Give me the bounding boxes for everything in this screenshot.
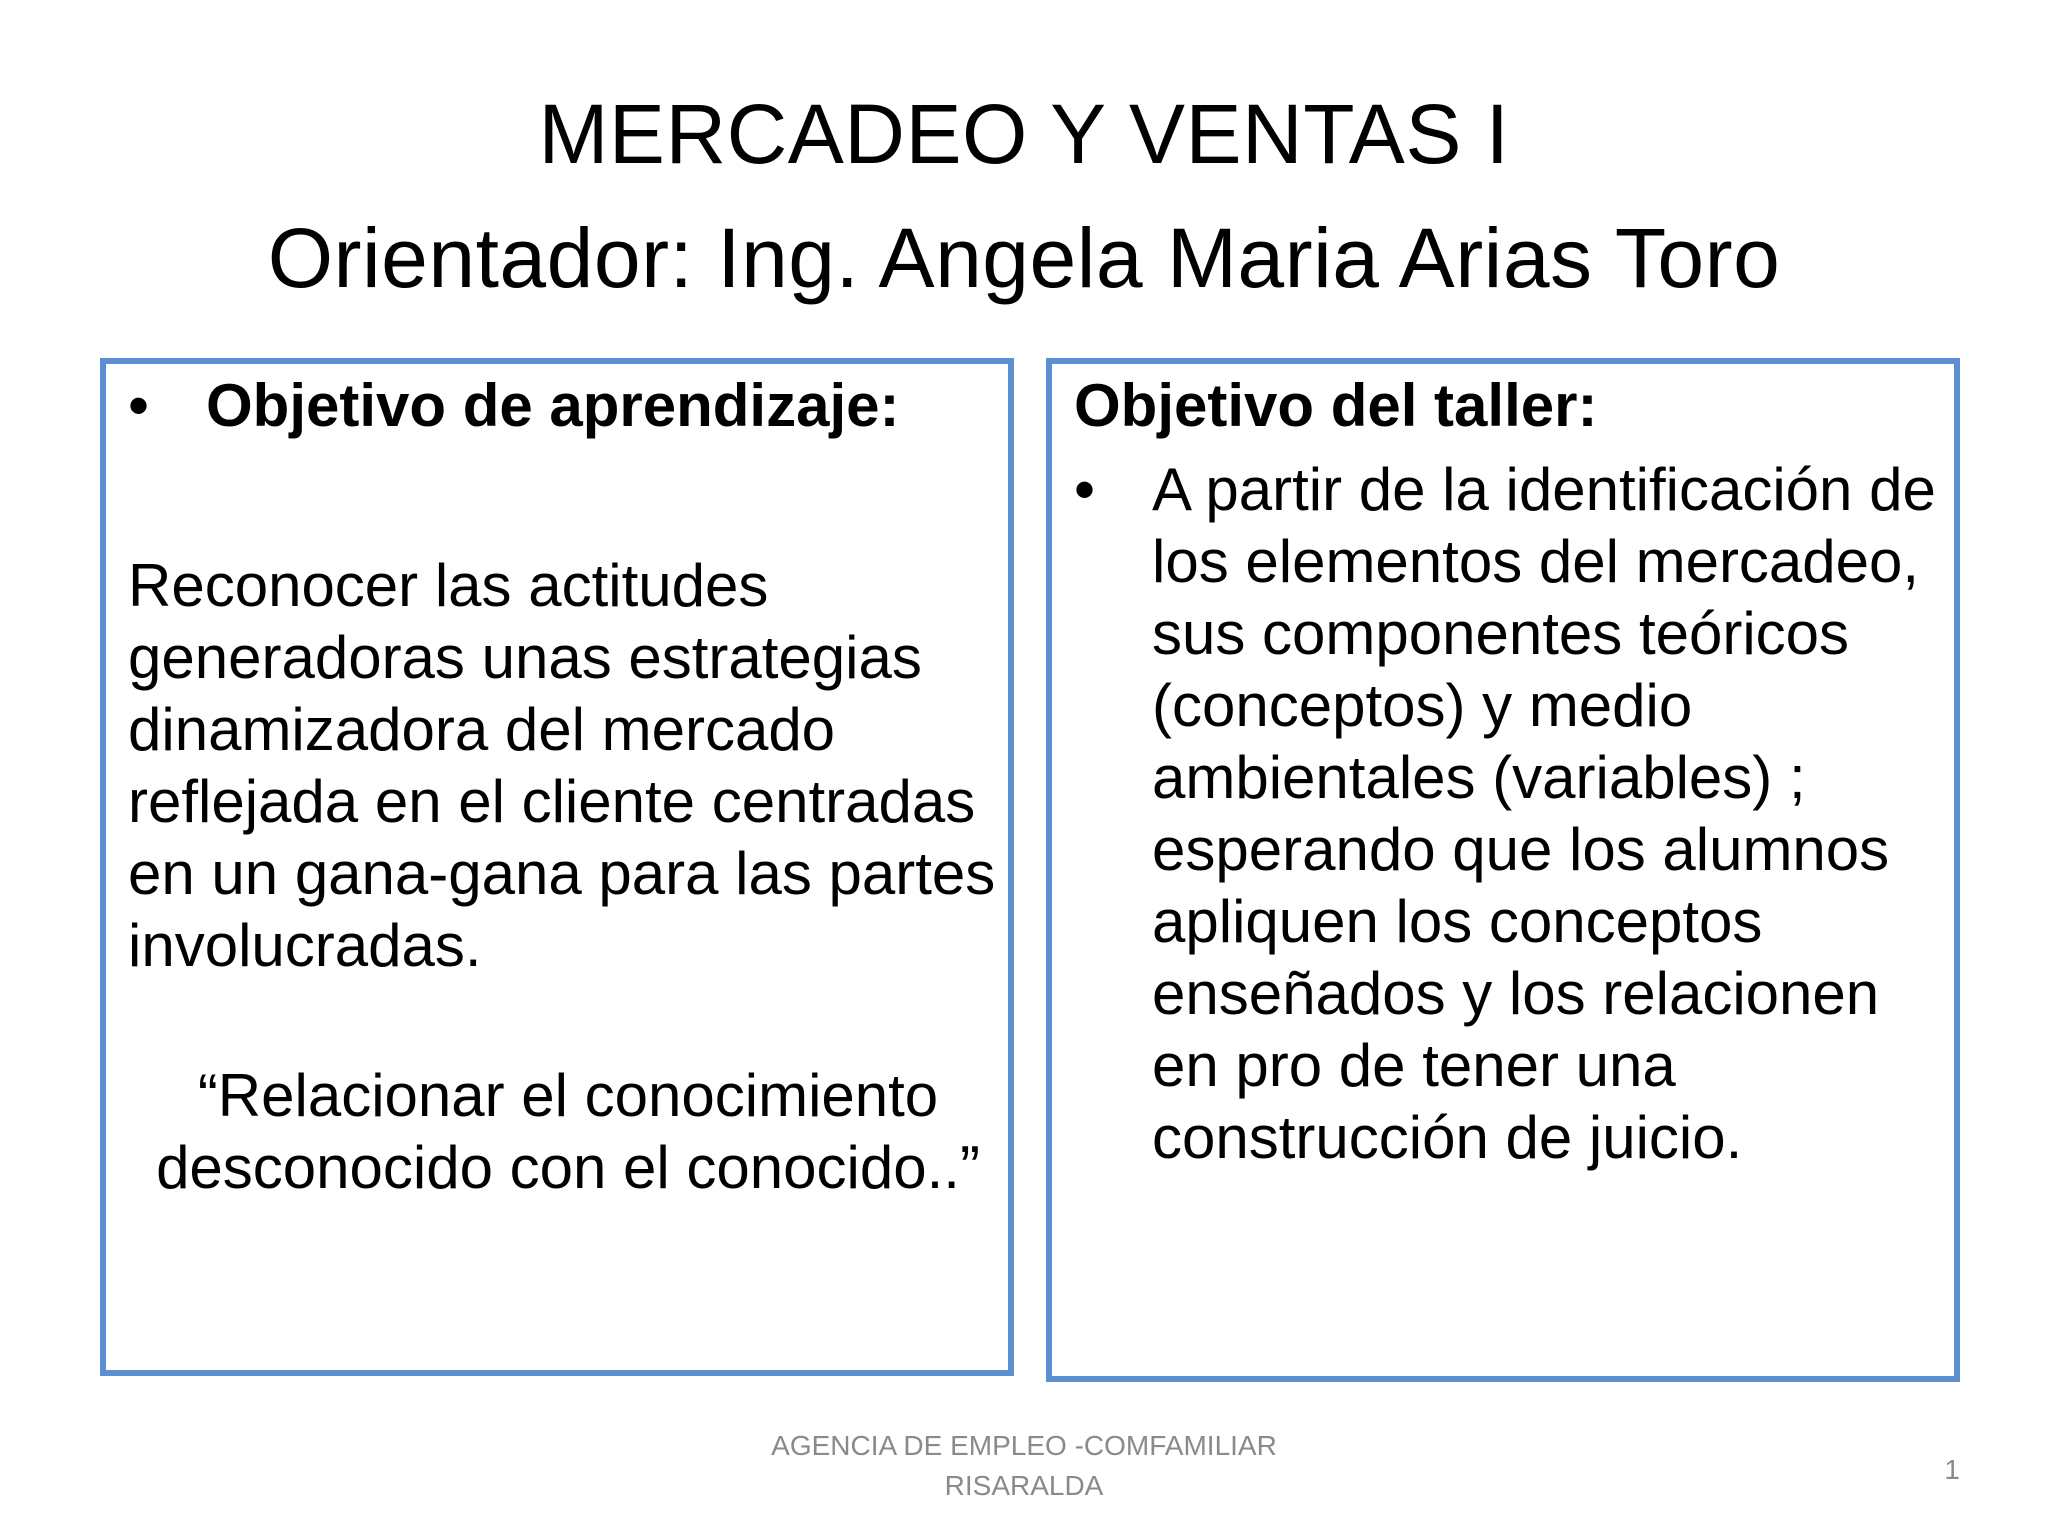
workshop-objective-heading: Objetivo del taller:	[1074, 372, 1598, 439]
footer	[724, 1426, 1324, 1506]
title-line-1: MERCADEO Y VENTAS I	[538, 87, 1510, 181]
learning-objective-box	[100, 358, 1014, 1376]
learning-objective-quote: “Relacionar el conocimiento desconocido con el conocido..”	[156, 1062, 980, 1201]
footer-line-2: RISARALDA	[944, 1470, 1104, 1501]
slide-title	[0, 72, 2048, 320]
list-item	[1074, 454, 1954, 1174]
workshop-objective-list	[1074, 454, 1954, 1174]
learning-objective-text: Reconocer las actitudes generadoras unas estrategias dinamizadora del mercado reflejada en el cliente centradas en un gana-gana para las partes involucradas.	[128, 552, 996, 979]
learning-objective-heading-row	[128, 364, 900, 448]
bullet-icon: •	[128, 372, 150, 439]
title-line-2: Orientador: Ing. Angela Maria Arias Toro	[267, 211, 1781, 305]
page-number: 1	[1944, 1454, 1960, 1485]
footer-line-1: AGENCIA DE EMPLEO -COMFAMILIAR	[771, 1430, 1277, 1461]
workshop-objective-text: A partir de la identificación de los elementos del mercadeo, sus componentes teóricos (conceptos) y medio ambientales (variables) ; esperando que los alumnos apliquen los conceptos enseñados y los relacionen en pro de tener una construcción de juicio.	[1152, 456, 1936, 1171]
workshop-objective-box	[1046, 358, 1960, 1382]
bullet-icon: •	[1074, 456, 1096, 523]
learning-objective-heading: Objetivo de aprendizaje:	[206, 372, 900, 439]
